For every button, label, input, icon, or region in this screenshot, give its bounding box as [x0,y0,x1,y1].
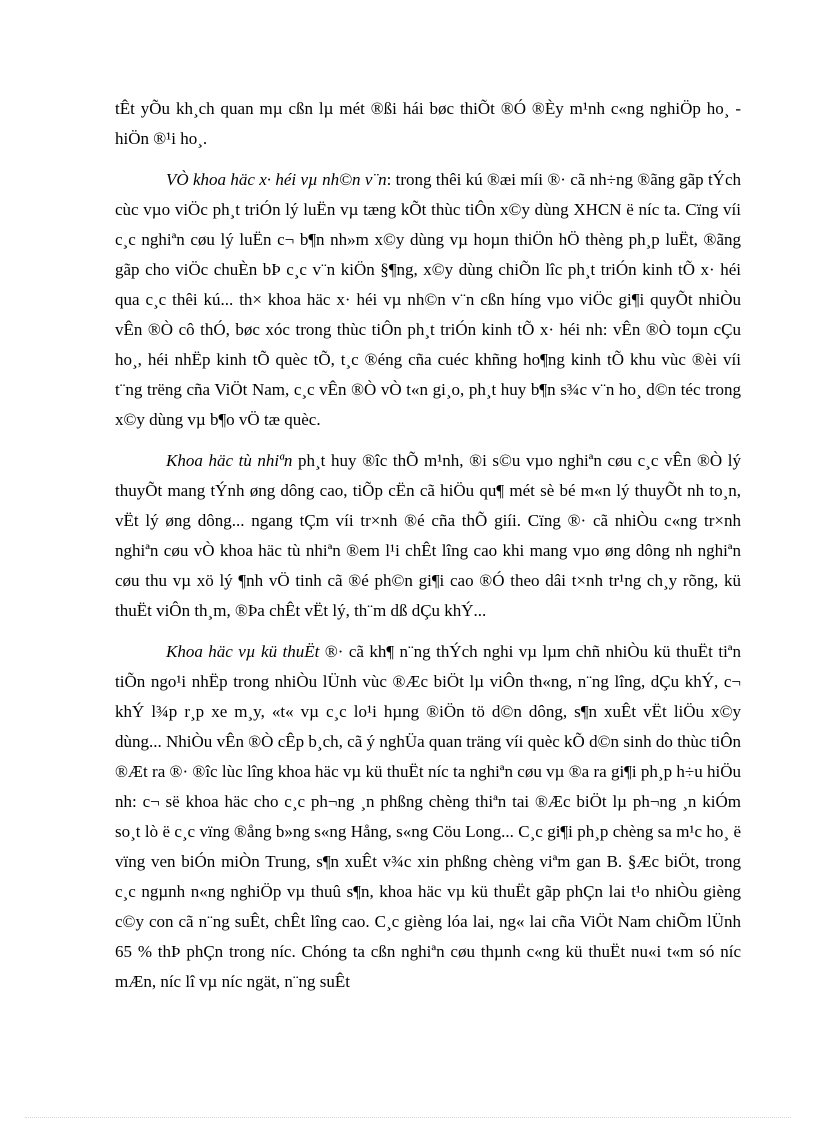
paragraph-text: tÊt yÕu kh¸ch quan mµ cßn lµ mét ®ßi hái bøc thiÕt ®Ó ®Èy m¹nh c«ng nghiÖp ho¸ - hiÖn ®¹i ho¸. [115,99,741,148]
paragraph-text: ph¸t huy ®îc thÕ m¹nh, ®i s©u vµo nghiªn cøu c¸c vÊn ®Ò lý thuyÕt mang tÝnh øng dông cao, tiÕp cËn cã hiÖu qu¶ mét sè bé m«n lý thuyÕt nh to¸n, vËt lý øng dông... ngang tÇm víi tr×nh ®é cña thÕ giíi. Cïng ®· cã nhiÒu c«ng tr×nh nghiªn cøu vÒ khoa häc tù nhiªn ®em l¹i chÊt lîng cao khi mang vµo øng dông nh nghiªn cøu thu vµ xö lý ¶nh vÖ tinh cã ®é ph©n gi¶i cao ®Ó theo dâi t×nh tr¹ng ch¸y rõng, kü thuËt viÔn th¸m, ®Þa chÊt vËt lý, th¨m dß dÇu khÝ... [115,451,741,620]
paragraph-lead: Khoa häc tù nhiªn [166,451,293,470]
page-bottom-border [25,1117,791,1118]
paragraph-social-sciences [115,165,741,435]
paragraph-text: ®· cã kh¶ n¨ng thÝch nghi vµ lµm chñ nhiÒu kü thuËt tiªn tiÕn ngo¹i nhËp trong nhiÒu lÜnh vùc ®Æc biÖt lµ viÔn th«ng, n¨ng lîng, dÇu khÝ, c¬ khÝ l¾p r¸p xe m¸y, «t« vµ c¸c lo¹i hµng ®iÖn tö d©n dông, s¶n xuÊt vËt liÖu x©y dùng... NhiÒu vÊn ®Ò cÊp b¸ch, cã ý nghÜa quan träng víi quèc kÕ d©n sinh do thùc tiÔn ®Æt ra ®· ®îc lùc lîng khoa häc vµ kü thuËt níc ta nghiªn cøu vµ ®a ra gi¶i ph¸p h÷u hiÖu nh: c¬ së khoa häc cho c¸c ph¬ng ¸n phßng chèng thiªn tai ®Æc biÖt lµ ph¬ng ¸n kiÓm so¸t lò ë c¸c vïng ®ång b»ng s«ng Hång, s«ng Cöu Long... C¸c gi¶i ph¸p chèng sa m¹c ho¸ ë vïng ven biÓn miÒn Trung, s¶n xuÊt v¾c xin phßng chèng viªm gan B. §Æc biÖt, trong c¸c ngµnh n«ng nghiÖp vµ thuû s¶n, khoa häc vµ kü thuËt gãp phÇn lai t¹o nhiÒu gièng c©y con cã n¨ng suÊt, chÊt lîng cao. C¸c gièng lóa lai, ng« lai cña ViÖt Nam chiÕm lÜnh 65 % thÞ phÇn trong níc. Chóng ta cßn nghiªn cøu thµnh c«ng kü thuËt nu«i t«m só níc mÆn, níc lî vµ níc ngät, n¨ng suÊt [115,642,741,991]
paragraph-natural-sciences [115,446,741,626]
paragraph-continuation [115,94,741,154]
paragraph-lead: VÒ khoa häc x· héi vµ nh©n v¨n [166,170,387,189]
document-body [115,94,741,1008]
paragraph-lead: Khoa häc vµ kü thuËt [166,642,320,661]
paragraph-science-technology [115,637,741,997]
paragraph-text: : trong thêi kú ®æi míi ®· cã nh÷ng ®ãng gãp tÝch cùc vµo viÖc ph¸t triÓn lý luËn vµ tæng kÕt thùc tiÔn x©y dùng XHCN ë níc ta. Cïng víi c¸c nghiªn cøu lý luËn c¬ b¶n nh»m x©y dùng vµ hoµn thiÖn hÖ thèng ph¸p luËt, ®ãng gãp cho viÖc chuÈn bÞ c¸c v¨n kiÖn §¶ng, x©y dùng chiÕn lîc ph¸t triÓn kinh tÕ x· héi qua c¸c thêi kú... th× khoa häc x· héi vµ nh©n v¨n cßn híng vµo viÖc gi¶i quyÕt nhiÒu vÊn ®Ò cô thÓ, bøc xóc trong thùc tiÔn ph¸t triÓn kinh tÕ x· héi nh: vÊn ®Ò toµn cÇu ho¸, héi nhËp kinh tÕ quèc tÕ, t¸c ®éng cña cuéc khñng ho¶ng kinh tÕ khu vùc ®èi víi t¨ng trëng cña ViÖt Nam, c¸c vÊn ®Ò vÒ t«n gi¸o, ph¸t huy b¶n s¾c v¨n ho¸ d©n téc trong x©y dùng vµ b¶o vÖ tæ quèc. [115,170,742,429]
